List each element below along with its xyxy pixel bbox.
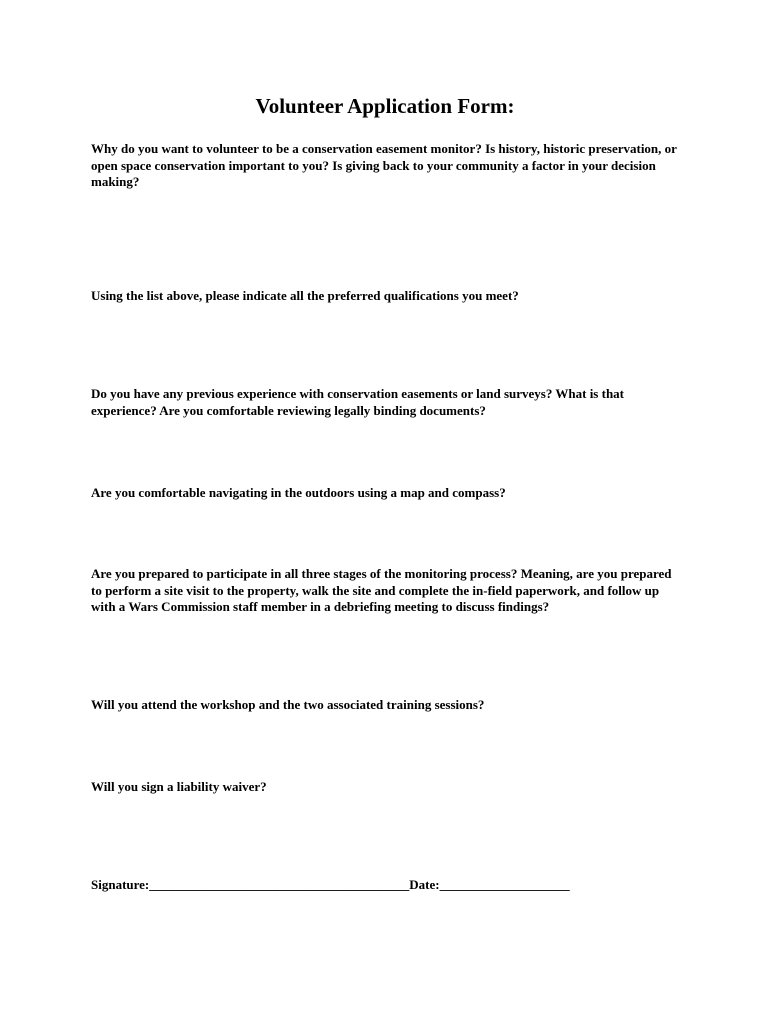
answer-area-experience[interactable] <box>91 424 681 484</box>
signature-label: Signature: <box>91 877 150 892</box>
answer-area-motivation[interactable] <box>91 195 681 280</box>
answer-area-monitoring-stages[interactable] <box>91 622 681 694</box>
date-label: Date: <box>409 877 440 892</box>
question-qualifications: Using the list above, please indicate all the preferred qualifications you meet? <box>91 288 519 303</box>
question-liability-waiver: Will you sign a liability waiver? <box>91 779 267 794</box>
question-navigation: Are you comfortable navigating in the outdoors using a map and compass? <box>91 485 506 500</box>
answer-area-liability-waiver[interactable] <box>91 800 681 870</box>
date-line[interactable]: ____________________ <box>439 877 570 892</box>
question-workshop: Will you attend the workshop and the two associated training sessions? <box>91 697 485 712</box>
form-title: Volunteer Application Form: <box>255 94 515 118</box>
signature-line[interactable]: ________________________________________ <box>149 877 410 892</box>
question-experience: Do you have any previous experience with conservation easements or land surveys? What is that experience? Are you comfortable reviewing legally binding documents? <box>91 386 624 418</box>
question-monitoring-stages: Are you prepared to participate in all three stages of the monitoring process? Meaning, are you prepared to perform a site visit to the property, walk the site and complete the in-field paperwork, and follow up with a Wars Commission staff member in a debriefing meeting to discuss findings? <box>91 566 672 614</box>
signature-row <box>91 877 691 893</box>
question-motivation: Why do you want to volunteer to be a conservation easement monitor? Is history, historic preservation, or open space conservation important to you? Is giving back to your community a factor in your decision making? <box>91 141 677 189</box>
answer-area-navigation[interactable] <box>91 506 681 564</box>
answer-area-qualifications[interactable] <box>91 310 681 380</box>
answer-area-workshop[interactable] <box>91 718 681 776</box>
